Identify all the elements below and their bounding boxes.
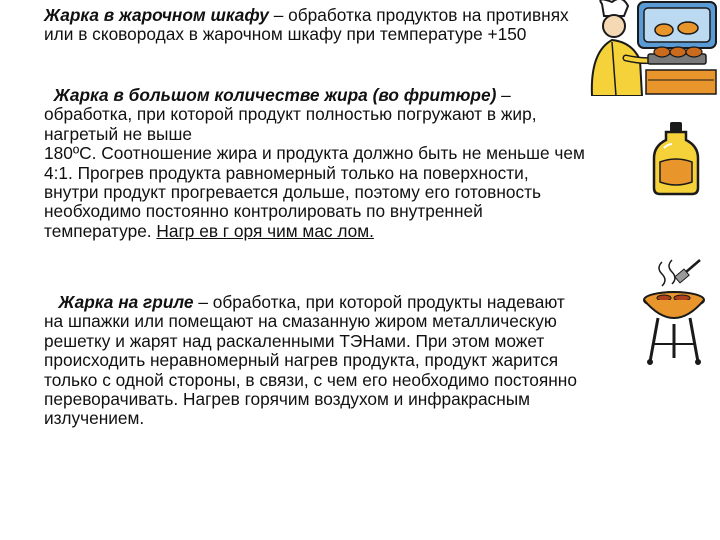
text-line: 4:1. Прогрев продукта равномерный только на поверхности, bbox=[44, 162, 529, 183]
oil-bottle-clipart bbox=[648, 120, 704, 196]
indent bbox=[44, 85, 54, 105]
underlined-text: Нагр ев г оря чим мас лом. bbox=[156, 220, 374, 241]
term-oven-roasting: Жарка в жарочном шкафу bbox=[44, 5, 269, 25]
text-line: нагретый не выше bbox=[44, 123, 192, 144]
line-text: – обработка продуктов на противнях bbox=[268, 5, 569, 25]
text-line: излучением. bbox=[44, 408, 145, 429]
chef-with-oven-tray-clipart bbox=[582, 0, 720, 96]
text-line: на шпажки или помещают на смазанную жиром металлическую bbox=[44, 311, 557, 332]
term-grilling: Жарка на гриле bbox=[58, 292, 194, 312]
text-line: или в сковородах в жарочном шкафу при температуре +150 bbox=[44, 24, 527, 45]
text-line: решетку и жарят над раскаленными ТЭНами. При этом может bbox=[44, 330, 545, 351]
text-line: происходить неравномерный нагрев продукта, продукт жарится bbox=[44, 350, 559, 371]
text-line: необходимо постоянно контролировать по внутренней bbox=[44, 201, 483, 222]
line-text: – bbox=[496, 85, 511, 105]
paragraph-grilling bbox=[44, 293, 577, 429]
text-line: только с одной стороны, в связи, с чем его необходимо постоянно bbox=[44, 369, 577, 390]
text-line bbox=[44, 222, 585, 241]
line-text: – обработка, при которой продукты надевают bbox=[193, 292, 565, 312]
text-line: обработка, при которой продукт полностью погружают в жир, bbox=[44, 104, 537, 125]
indent bbox=[44, 292, 58, 312]
text-line: 180ºС. Соотношение жира и продукта должно быть не меньше чем bbox=[44, 143, 585, 164]
text-line bbox=[44, 293, 577, 312]
text-line: переворачивать. Нагрев горячим воздухом и инфракрасным bbox=[44, 389, 531, 410]
barbecue-grill-clipart bbox=[640, 258, 708, 366]
paragraph-oven-roasting bbox=[44, 6, 569, 45]
text-line: внутри продукт прогревается дольше, поэтому его готовность bbox=[44, 182, 542, 203]
term-deep-frying: Жарка в большом количестве жира (во фритюре) bbox=[53, 85, 497, 105]
paragraph-deep-frying bbox=[44, 86, 585, 241]
text-line bbox=[44, 6, 569, 25]
line-text: температуре. bbox=[44, 220, 157, 241]
text-line bbox=[44, 86, 585, 105]
